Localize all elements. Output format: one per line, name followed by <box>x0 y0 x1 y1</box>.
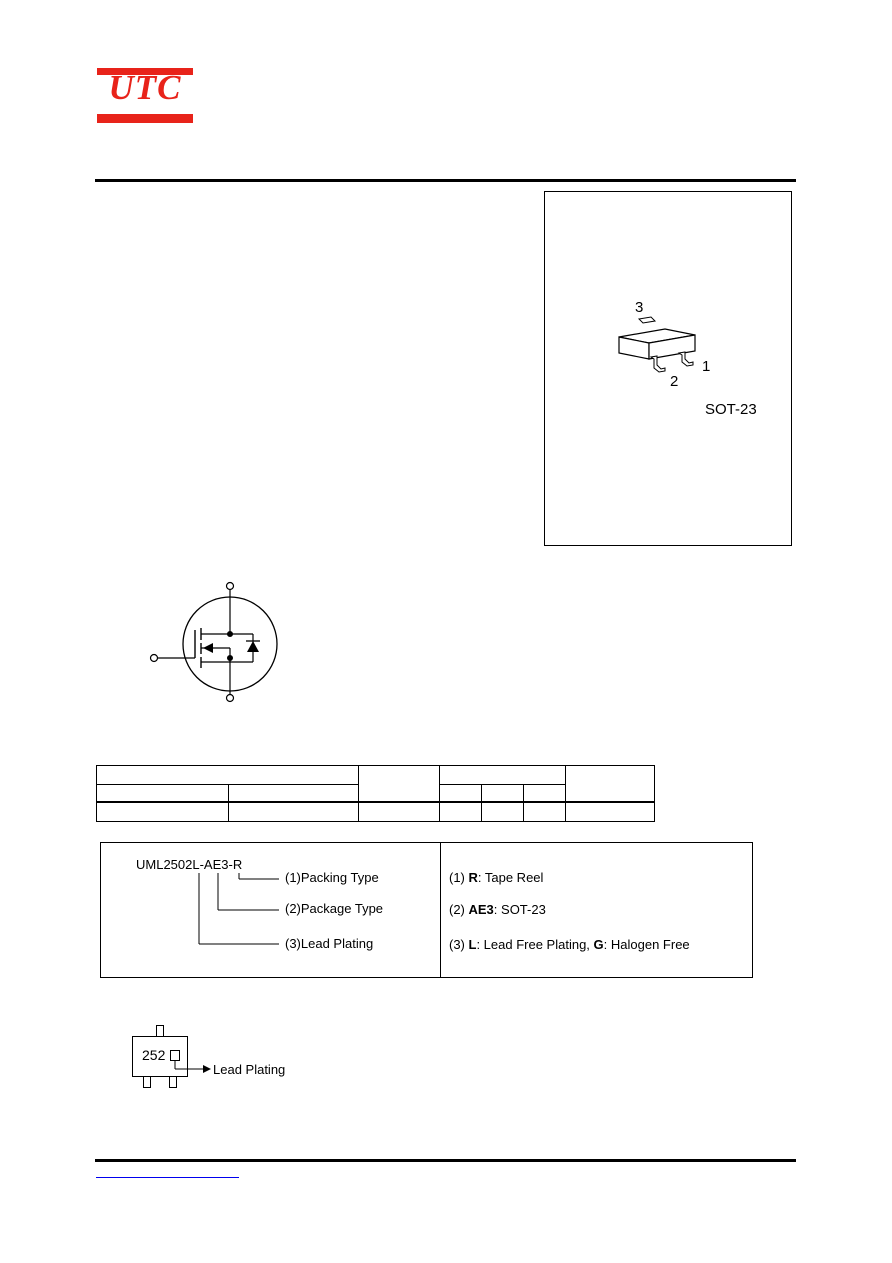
pin-label-2: 2 <box>670 373 679 390</box>
pin-label-3: 3 <box>635 299 644 316</box>
marking-callout: Lead Plating <box>213 1062 286 1077</box>
ordering-info-table <box>96 765 655 822</box>
desc-packing-num: (1) <box>449 870 469 885</box>
pin-label-1: 1 <box>702 358 711 375</box>
logo-text: UTC <box>108 68 182 107</box>
callout-lead-plating: (3)Lead Plating <box>285 936 374 951</box>
desc-plating-num: (3) <box>449 937 469 952</box>
desc-lead-plating <box>449 937 690 952</box>
footer-link-underline[interactable] <box>96 1177 239 1178</box>
marking-diagram <box>125 1022 215 1092</box>
desc-plating-code-g: G <box>593 937 604 952</box>
callout-packing-type: (1)Packing Type <box>285 870 379 885</box>
utc-logo <box>97 68 193 123</box>
desc-plating-text-l: : Lead Free Plating, <box>476 937 594 952</box>
callout-package-type: (2)Package Type <box>285 901 384 916</box>
decode-divider <box>440 843 441 977</box>
desc-package-num: (2) <box>449 902 469 917</box>
header-rule <box>95 179 796 182</box>
desc-packing-text: : Tape Reel <box>477 870 544 885</box>
footer-rule <box>95 1159 796 1162</box>
desc-packing <box>449 870 543 885</box>
desc-plating-text-g: : Halogen Free <box>603 937 690 952</box>
part-number-decode-box <box>100 842 753 978</box>
desc-plating-code-l: L <box>468 937 477 952</box>
callout-leader-lines <box>101 843 440 977</box>
marking-code: 252 <box>142 1047 166 1063</box>
mosfet-symbol-diagram <box>145 578 285 706</box>
desc-package-code: AE3 <box>468 902 494 917</box>
desc-package-text: : SOT-23 <box>493 902 546 917</box>
package-box <box>544 191 792 546</box>
desc-package <box>449 902 546 917</box>
package-name: SOT-23 <box>705 401 757 418</box>
part-number: UML2502L-AE3-R <box>136 857 243 872</box>
desc-packing-code: R <box>468 870 478 885</box>
